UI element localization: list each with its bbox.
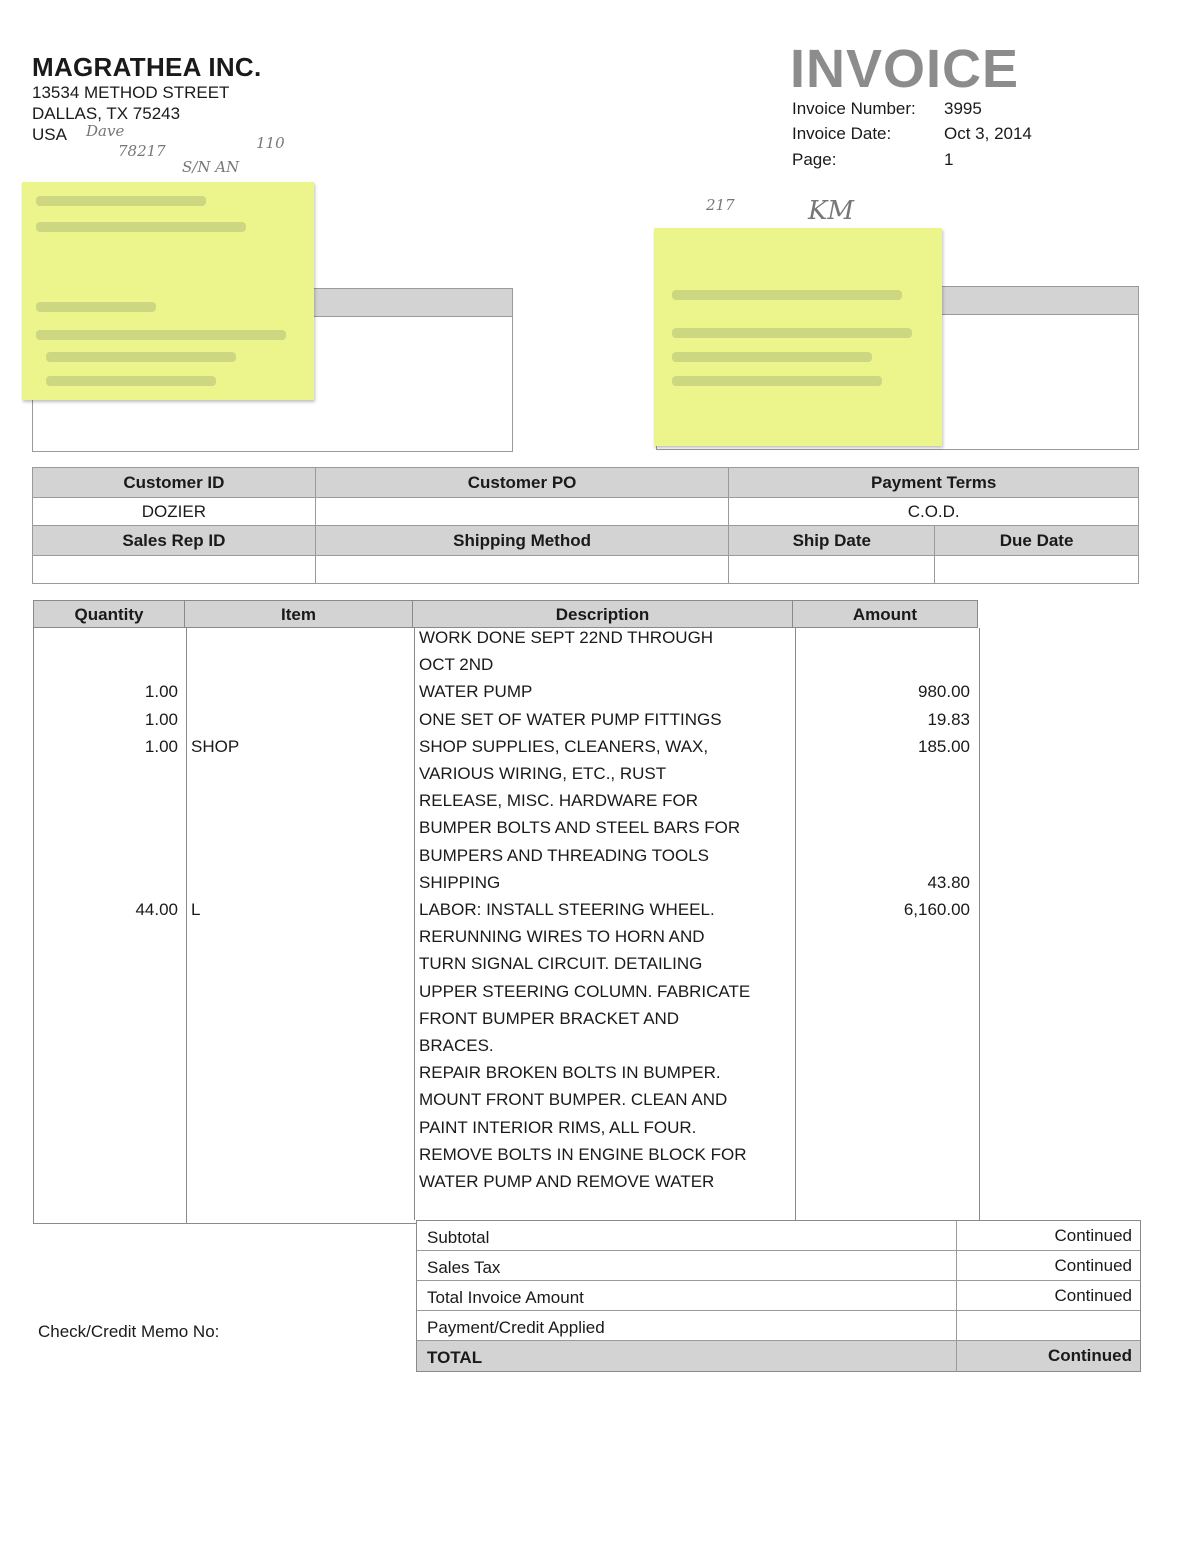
- subtotal-value: Continued: [1054, 1226, 1132, 1245]
- line-amount: [793, 950, 970, 977]
- line-amount: [793, 842, 970, 869]
- line-amount: [793, 624, 970, 651]
- line-description: VARIOUS WIRING, ETC., RUST: [419, 764, 667, 783]
- ship-date-value: [729, 556, 935, 584]
- line-amount: [793, 1059, 970, 1086]
- line-item-code: SHOP: [191, 736, 240, 756]
- line-description: REMOVE BOLTS IN ENGINE BLOCK FOR: [419, 1144, 747, 1164]
- sticky-note-left: [22, 182, 314, 400]
- line-quantity: [33, 1114, 178, 1141]
- line-quantity: 1.00: [144, 736, 178, 756]
- line-quantity: [33, 978, 178, 1005]
- line-description: WATER PUMP: [419, 682, 533, 702]
- line-quantity: [33, 787, 178, 814]
- info-header-row-bottom: [33, 526, 1139, 556]
- line-description: WATER PUMP AND REMOVE WATER: [419, 1172, 715, 1191]
- handwriting-number: 110: [256, 134, 285, 152]
- line-description: RERUNNING WIRES TO HORN AND: [419, 927, 705, 947]
- line-amount: 6,160.00: [903, 900, 970, 919]
- line-quantity: [33, 1168, 178, 1195]
- company-name: MAGRATHEA INC.: [32, 52, 262, 82]
- customer-po-value: [315, 498, 729, 526]
- line-quantity: [33, 1005, 178, 1032]
- invoice-title: INVOICE: [790, 39, 1020, 99]
- line-amount: 19.83: [927, 709, 970, 729]
- payment-credit-row: [417, 1311, 1140, 1341]
- ship-date-header: Ship Date: [729, 526, 935, 556]
- handwriting-serial: S/N AN: [182, 158, 240, 176]
- invoice-number-row: [792, 96, 1032, 122]
- subtotal-label: Subtotal: [417, 1221, 957, 1250]
- invoice-date-label: Invoice Date:: [792, 124, 892, 144]
- line-quantity: [33, 842, 178, 869]
- sales-tax-label: Sales Tax: [417, 1251, 957, 1280]
- line-quantity: [33, 1141, 178, 1168]
- line-description: ONE SET OF WATER PUMP FITTINGS: [419, 709, 722, 729]
- company-street: 13534 METHOD STREET: [32, 83, 230, 102]
- line-quantity: [33, 869, 178, 896]
- line-amount: [793, 923, 970, 950]
- line-quantity: [33, 950, 178, 977]
- line-description: BRACES.: [419, 1036, 494, 1055]
- customer-id-header: Customer ID: [33, 468, 316, 498]
- grand-total-value: Continued: [1047, 1346, 1132, 1365]
- invoice-date-row: [792, 122, 1032, 148]
- quantity-header: Quantity: [33, 600, 185, 628]
- description-header: Description: [412, 600, 793, 628]
- line-amount: 980.00: [918, 682, 970, 702]
- info-value-row-bottom: [33, 556, 1139, 584]
- invoice-meta: [792, 96, 1032, 173]
- payment-terms-header: Payment Terms: [729, 468, 1139, 498]
- line-description: PAINT INTERIOR RIMS, ALL FOUR.: [419, 1117, 697, 1137]
- company-block: [32, 52, 262, 145]
- due-date-header: Due Date: [935, 526, 1139, 556]
- line-amount: [793, 1141, 970, 1168]
- invoice-number-label: Invoice Number:: [792, 98, 916, 118]
- line-amount: [793, 1168, 970, 1195]
- due-date-value: [935, 556, 1139, 584]
- handwriting-zip: 78217: [118, 142, 166, 160]
- line-description: FRONT BUMPER BRACKET AND: [419, 1008, 680, 1028]
- amount-header: Amount: [792, 600, 978, 628]
- check-credit-memo-label: Check/Credit Memo No:: [38, 1322, 220, 1341]
- info-value-row-top: [33, 498, 1139, 526]
- line-amount: [793, 760, 970, 787]
- sales-tax-row: [417, 1251, 1140, 1281]
- line-description: SHOP SUPPLIES, CLEANERS, WAX,: [419, 736, 709, 756]
- sales-rep-id-value: [33, 556, 316, 584]
- customer-po-header: Customer PO: [315, 468, 729, 498]
- invoice-number: 3995: [944, 98, 982, 118]
- line-description: BUMPERS AND THREADING TOOLS: [419, 845, 710, 865]
- line-amount: [793, 1005, 970, 1032]
- line-amount: 185.00: [918, 736, 970, 756]
- totals-box: [416, 1220, 1141, 1372]
- line-amount: [793, 814, 970, 841]
- column-divider: [186, 628, 187, 1224]
- line-amount: 43.80: [927, 872, 970, 892]
- line-amount: [793, 978, 970, 1005]
- total-invoice-amount-row: [417, 1281, 1140, 1311]
- payment-credit-label: Payment/Credit Applied: [417, 1311, 957, 1340]
- line-amount: [793, 1086, 970, 1113]
- info-header-row-top: [33, 468, 1139, 498]
- line-description: WORK DONE SEPT 22ND THROUGH: [419, 628, 714, 647]
- handwriting-name: Dave: [86, 122, 125, 140]
- grand-total-row: [417, 1341, 1140, 1371]
- invoice-date: Oct 3, 2014: [944, 124, 1032, 144]
- line-item-code: L: [191, 900, 201, 919]
- line-quantity: 1.00: [144, 682, 178, 702]
- line-amount: [793, 1114, 970, 1141]
- invoice-page-label: Page:: [792, 149, 837, 169]
- line-quantity: [33, 1086, 178, 1113]
- invoice-page: 1: [944, 149, 954, 169]
- item-header: Item: [184, 600, 413, 628]
- line-description: BUMPER BOLTS AND STEEL BARS FOR: [419, 818, 741, 838]
- line-quantity: [33, 760, 178, 787]
- shipping-method-value: [315, 556, 729, 584]
- line-amount: [793, 1032, 970, 1059]
- grand-total-label: TOTAL: [417, 1341, 957, 1371]
- subtotal-row: [417, 1221, 1140, 1251]
- line-description: MOUNT FRONT BUMPER. CLEAN AND: [419, 1090, 728, 1110]
- line-quantity: [33, 814, 178, 841]
- payment-terms-value: C.O.D.: [729, 498, 1139, 526]
- line-description: OCT 2ND: [419, 655, 494, 675]
- sales-rep-id-header: Sales Rep ID: [33, 526, 316, 556]
- line-amount: [793, 787, 970, 814]
- company-city: DALLAS, TX 75243: [32, 104, 181, 123]
- line-quantity: [33, 1059, 178, 1086]
- line-description: LABOR: INSTALL STEERING WHEEL.: [419, 900, 715, 919]
- sticky-note-right: [654, 228, 942, 446]
- total-invoice-amount-label: Total Invoice Amount: [417, 1281, 957, 1310]
- line-amount: [793, 651, 970, 678]
- line-description: REPAIR BROKEN BOLTS IN BUMPER.: [419, 1063, 721, 1083]
- line-description: UPPER STEERING COLUMN. FABRICATE: [419, 981, 751, 1001]
- line-quantity: 1.00: [144, 709, 178, 729]
- customer-id-value: DOZIER: [33, 498, 316, 526]
- column-divider: [414, 628, 415, 1220]
- line-description: SHIPPING: [419, 872, 501, 892]
- line-quantity: [33, 651, 178, 678]
- line-quantity: 44.00: [135, 900, 178, 919]
- items-bottom-border: [33, 1223, 416, 1224]
- customer-info-table: [32, 467, 1139, 584]
- line-description: RELEASE, MISC. HARDWARE FOR: [419, 791, 698, 811]
- line-description: TURN SIGNAL CIRCUIT. DETAILING: [419, 954, 703, 974]
- company-country: USA: [32, 125, 67, 144]
- handwriting-initials: KM: [808, 196, 855, 226]
- total-invoice-amount-value: Continued: [1054, 1286, 1132, 1305]
- shipping-method-header: Shipping Method: [315, 526, 729, 556]
- column-divider: [979, 628, 980, 1220]
- invoice-page-row: [792, 147, 1032, 173]
- payment-credit-value: [957, 1311, 1140, 1340]
- line-quantity: [33, 1032, 178, 1059]
- sales-tax-value: Continued: [1054, 1256, 1132, 1275]
- line-quantity: [33, 624, 178, 651]
- handwriting-right-number: 217: [706, 196, 735, 214]
- line-quantity: [33, 923, 178, 950]
